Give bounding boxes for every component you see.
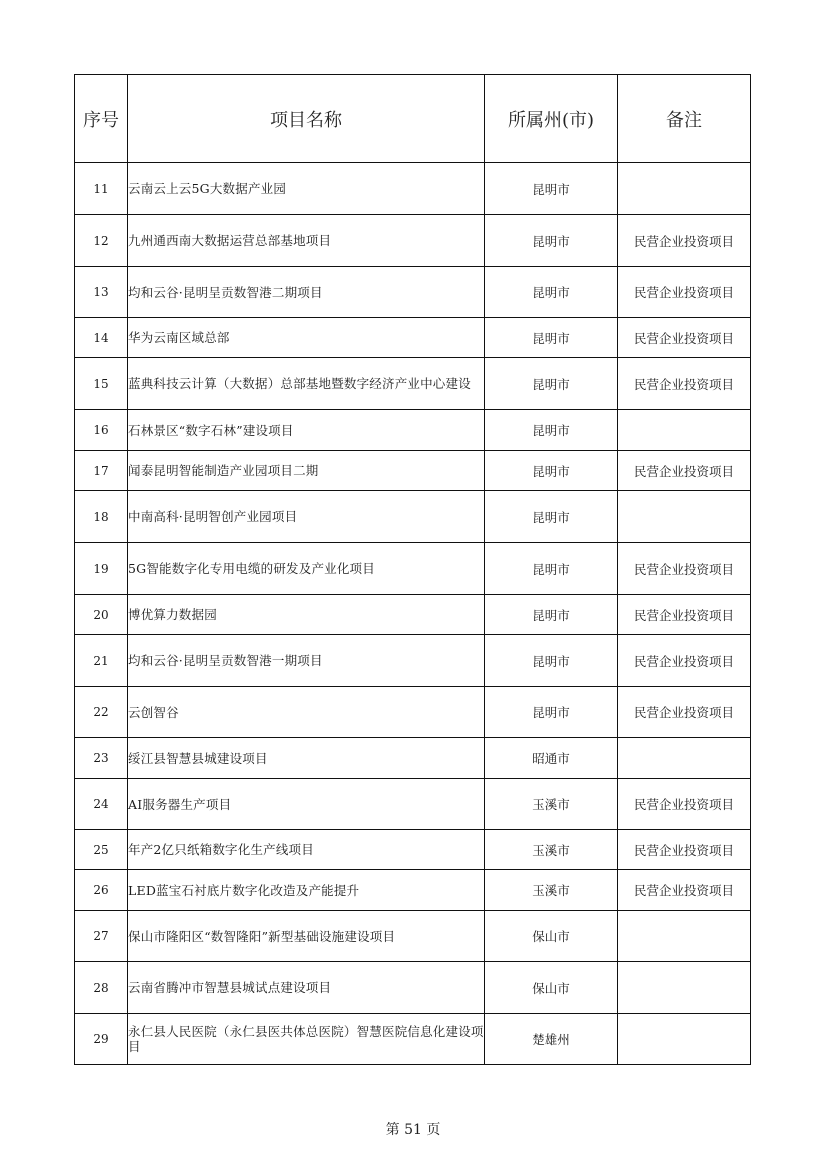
serial-number-cell: 29 xyxy=(75,1014,128,1065)
serial-number-cell: 18 xyxy=(75,491,128,543)
project-name-cell: 绥江县智慧县城建设项目 xyxy=(128,738,485,779)
project-name-cell: 年产2亿只纸箱数字化生产线项目 xyxy=(128,830,485,870)
note-cell: 民营企业投资项目 xyxy=(618,779,751,830)
project-name-cell: 永仁县人民医院（永仁县医共体总医院）智慧医院信息化建设项目 xyxy=(128,1014,485,1065)
page-number: 第 51 页 xyxy=(385,1122,441,1138)
region-cell: 昆明市 xyxy=(485,543,618,595)
note-cell xyxy=(618,491,751,543)
table-row xyxy=(75,830,751,870)
note-cell: 民营企业投资项目 xyxy=(618,830,751,870)
table-row xyxy=(75,358,751,410)
serial-number-cell: 23 xyxy=(75,738,128,779)
note-cell xyxy=(618,911,751,962)
serial-number-cell: 14 xyxy=(75,318,128,358)
region-cell: 楚雄州 xyxy=(485,1014,618,1065)
table-row xyxy=(75,738,751,779)
table-row xyxy=(75,687,751,738)
table-row xyxy=(75,215,751,267)
table-row xyxy=(75,491,751,543)
project-name-cell: 保山市隆阳区“数智隆阳”新型基础设施建设项目 xyxy=(128,911,485,962)
serial-number-cell: 22 xyxy=(75,687,128,738)
project-name-cell: AI服务器生产项目 xyxy=(128,779,485,830)
project-name-cell: 均和云谷·昆明呈贡数智港一期项目 xyxy=(128,635,485,687)
project-name-cell: 蓝典科技云计算（大数据）总部基地暨数字经济产业中心建设 xyxy=(128,358,485,410)
region-cell: 玉溪市 xyxy=(485,830,618,870)
serial-number-cell: 28 xyxy=(75,962,128,1014)
serial-number-cell: 12 xyxy=(75,215,128,267)
note-cell: 民营企业投资项目 xyxy=(618,358,751,410)
serial-number-cell: 20 xyxy=(75,595,128,635)
region-cell: 昆明市 xyxy=(485,451,618,491)
project-name-cell: 云南云上云5G大数据产业园 xyxy=(128,163,485,215)
region-cell: 昆明市 xyxy=(485,635,618,687)
project-name-cell: 石林景区“数字石林”建设项目 xyxy=(128,410,485,451)
region-cell: 昆明市 xyxy=(485,358,618,410)
serial-number-cell: 19 xyxy=(75,543,128,595)
serial-number-cell: 24 xyxy=(75,779,128,830)
table-row xyxy=(75,911,751,962)
note-cell: 民营企业投资项目 xyxy=(618,451,751,491)
region-cell: 保山市 xyxy=(485,962,618,1014)
serial-number-cell: 26 xyxy=(75,870,128,911)
project-name-cell: 中南高科·昆明智创产业园项目 xyxy=(128,491,485,543)
table-row xyxy=(75,410,751,451)
region-cell: 保山市 xyxy=(485,911,618,962)
table-row xyxy=(75,962,751,1014)
header-serial-number: 序号 xyxy=(75,75,128,163)
project-name-cell: 均和云谷·昆明呈贡数智港二期项目 xyxy=(128,267,485,318)
note-cell: 民营企业投资项目 xyxy=(618,215,751,267)
table-row xyxy=(75,595,751,635)
header-region: 所属州(市) xyxy=(485,75,618,163)
table-row xyxy=(75,451,751,491)
table-body xyxy=(75,163,751,1065)
table-row xyxy=(75,870,751,911)
table-row xyxy=(75,267,751,318)
serial-number-cell: 27 xyxy=(75,911,128,962)
note-cell xyxy=(618,1014,751,1065)
table-header-row xyxy=(75,75,751,163)
table-row xyxy=(75,779,751,830)
region-cell: 玉溪市 xyxy=(485,870,618,911)
project-table xyxy=(74,74,751,1065)
serial-number-cell: 16 xyxy=(75,410,128,451)
serial-number-cell: 15 xyxy=(75,358,128,410)
note-cell: 民营企业投资项目 xyxy=(618,635,751,687)
project-name-cell: 5G智能数字化专用电缆的研发及产业化项目 xyxy=(128,543,485,595)
serial-number-cell: 21 xyxy=(75,635,128,687)
table-row xyxy=(75,318,751,358)
note-cell xyxy=(618,738,751,779)
note-cell xyxy=(618,410,751,451)
project-name-cell: 云南省腾冲市智慧县城试点建设项目 xyxy=(128,962,485,1014)
header-note: 备注 xyxy=(618,75,751,163)
project-name-cell: 云创智谷 xyxy=(128,687,485,738)
region-cell: 昆明市 xyxy=(485,267,618,318)
header-project-name: 项目名称 xyxy=(128,75,485,163)
region-cell: 昆明市 xyxy=(485,410,618,451)
note-cell: 民营企业投资项目 xyxy=(618,687,751,738)
note-cell: 民营企业投资项目 xyxy=(618,318,751,358)
region-cell: 昆明市 xyxy=(485,318,618,358)
region-cell: 昭通市 xyxy=(485,738,618,779)
table-row xyxy=(75,635,751,687)
note-cell: 民营企业投资项目 xyxy=(618,543,751,595)
serial-number-cell: 11 xyxy=(75,163,128,215)
region-cell: 昆明市 xyxy=(485,163,618,215)
table-row xyxy=(75,543,751,595)
project-name-cell: 九州通西南大数据运营总部基地项目 xyxy=(128,215,485,267)
table-row xyxy=(75,163,751,215)
table-row xyxy=(75,1014,751,1065)
project-name-cell: 华为云南区域总部 xyxy=(128,318,485,358)
note-cell xyxy=(618,163,751,215)
note-cell: 民营企业投资项目 xyxy=(618,595,751,635)
serial-number-cell: 13 xyxy=(75,267,128,318)
region-cell: 昆明市 xyxy=(485,595,618,635)
note-cell: 民营企业投资项目 xyxy=(618,870,751,911)
project-name-cell: LED蓝宝石衬底片数字化改造及产能提升 xyxy=(128,870,485,911)
project-name-cell: 博优算力数据园 xyxy=(128,595,485,635)
serial-number-cell: 17 xyxy=(75,451,128,491)
region-cell: 昆明市 xyxy=(485,215,618,267)
region-cell: 昆明市 xyxy=(485,491,618,543)
region-cell: 昆明市 xyxy=(485,687,618,738)
note-cell: 民营企业投资项目 xyxy=(618,267,751,318)
project-name-cell: 闻泰昆明智能制造产业园项目二期 xyxy=(128,451,485,491)
serial-number-cell: 25 xyxy=(75,830,128,870)
note-cell xyxy=(618,962,751,1014)
region-cell: 玉溪市 xyxy=(485,779,618,830)
